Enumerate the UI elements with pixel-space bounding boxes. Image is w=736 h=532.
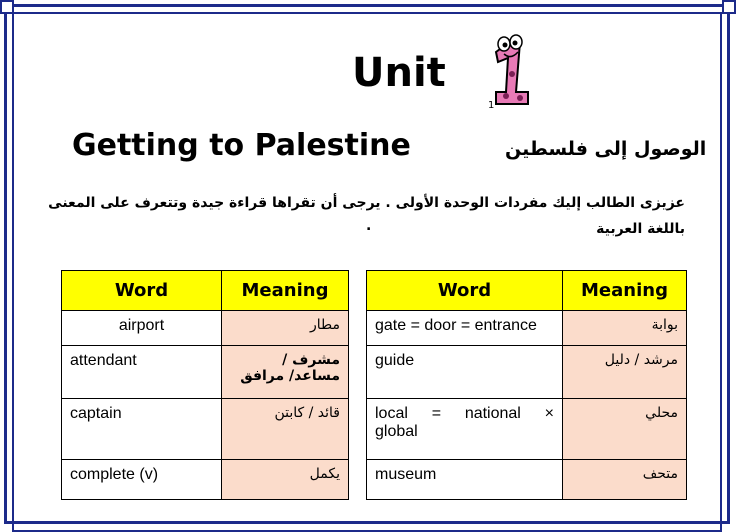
- corner-ornament-left: [0, 0, 14, 14]
- column-header-word: Word: [62, 271, 222, 311]
- corner-ornament-right: [722, 0, 736, 14]
- mascot-number: 1: [488, 100, 495, 110]
- table-row-word: captain: [62, 399, 222, 460]
- instructions-text: عزيزى الطالب إليك مفردات الوحدة الأولى . يرجى أن تقراها قراءة جيدة وتتعرف على المعنى باللغة العربية: [48, 195, 685, 237]
- column-header-word: Word: [367, 271, 563, 311]
- unit-title: Unit: [352, 50, 446, 96]
- word-equals: =: [431, 405, 442, 422]
- lesson-title-arabic: الوصول إلى فلسطين: [505, 138, 707, 160]
- lesson-title: Getting to Palestine: [72, 128, 411, 163]
- table-row-word: [367, 399, 563, 460]
- word-national: national: [464, 405, 521, 422]
- table-row-word: airport: [62, 311, 222, 346]
- instructions-end-dot: .: [366, 218, 372, 234]
- table-row-meaning: قائد / كابتن: [222, 399, 349, 460]
- vocab-table-left: [61, 270, 349, 500]
- table-row-word: museum: [367, 460, 563, 500]
- table-row-word: complete (v): [62, 460, 222, 500]
- word-opposite: ×: [544, 405, 554, 422]
- table-row-meaning: يكمل: [222, 460, 349, 500]
- table-row-meaning: مطار: [222, 311, 349, 346]
- table-row-meaning: بوابة: [563, 311, 687, 346]
- word-global: global: [375, 423, 418, 440]
- table-row-meaning: مرشد / دليل: [563, 346, 687, 399]
- table-row-meaning: محلي: [563, 399, 687, 460]
- column-header-meaning: Meaning: [222, 271, 349, 311]
- local-word-line: [375, 405, 554, 423]
- table-row-word: gate = door = entrance: [367, 311, 563, 346]
- table-row-word: guide: [367, 346, 563, 399]
- table-row-meaning: متحف: [563, 460, 687, 500]
- table-row-meaning: مشرف / مساعد/ مرافق: [222, 346, 349, 399]
- vocab-table-right: [366, 270, 687, 500]
- column-header-meaning: Meaning: [563, 271, 687, 311]
- table-row-word: attendant: [62, 346, 222, 399]
- word-local: local: [375, 405, 408, 422]
- number-one-mascot-icon: [482, 30, 538, 110]
